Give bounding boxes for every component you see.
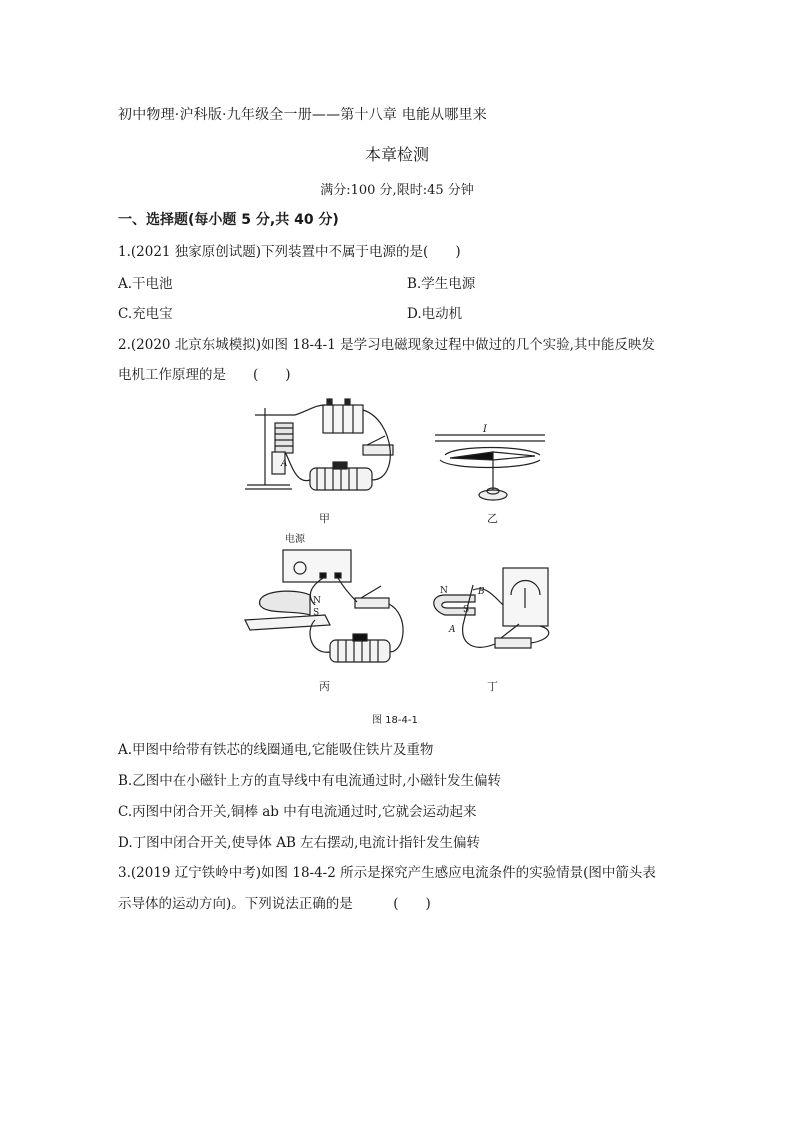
experiment-bing-illustration	[245, 550, 403, 662]
figure-caption: 图 18-4-1	[372, 715, 418, 726]
page-title: 本章检测	[364, 145, 429, 164]
label-s-bing: S	[313, 608, 320, 618]
q2-option-b: B.乙图中在小磁针上方的直导线中有电流通过时,小磁针发生偏转	[118, 773, 502, 789]
experiment-jia-illustration	[245, 399, 393, 490]
label-n-ding: N	[440, 586, 448, 596]
label-b-conductor: B	[478, 587, 485, 597]
label-jia: 甲	[319, 512, 330, 525]
figure-18-4-1	[235, 390, 565, 700]
q1-option-c: C.充电宝	[118, 306, 173, 322]
q1-option-a: A.干电池	[118, 276, 173, 292]
label-s-ding: S	[463, 605, 470, 615]
experiment-yi-illustration	[435, 435, 545, 500]
q2-option-c: C.丙图中闭合开关,铜棒 ab 中有电流通过时,它就会运动起来	[118, 804, 477, 820]
question-3-stem-line2: 示导体的运动方向)。下列说法正确的是 ( )	[118, 896, 431, 912]
question-2-stem-line1: 2.(2020 北京东城模拟)如图 18-4-1 是学习电磁现象过程中做过的几个实验,其中能反映发	[118, 337, 655, 353]
section-heading: 一、选择题(每小题 5 分,共 40 分)	[118, 212, 339, 228]
q1-option-d: D.电动机	[407, 306, 463, 322]
q2-option-d: D.丁图中闭合开关,使导体 AB 左右摆动,电流计指针发生偏转	[118, 835, 480, 851]
label-ding: 丁	[487, 680, 498, 693]
label-n-bing: N	[313, 596, 321, 606]
experiment-ding-illustration	[434, 568, 549, 648]
label-bing: 丙	[319, 680, 330, 693]
question-1-stem: 1.(2021 独家原创试题)下列装置中不属于电源的是( )	[118, 244, 461, 260]
question-3-stem-line1: 3.(2019 辽宁铁岭中考)如图 18-4-2 所示是探究产生感应电流条件的实验情景(图中箭头表	[118, 865, 656, 881]
label-current: I	[483, 424, 487, 435]
score-info: 满分:100 分,限时:45 分钟	[320, 183, 474, 198]
label-yi: 乙	[487, 512, 498, 525]
document-header: 初中物理·沪科版·九年级全一册——第十八章 电能从哪里来	[118, 107, 487, 123]
label-a-block: A	[281, 459, 288, 469]
question-2-stem-line2: 电机工作原理的是 ( )	[118, 367, 291, 383]
q2-option-a: A.甲图中给带有铁芯的线圈通电,它能吸住铁片及重物	[118, 742, 434, 758]
label-a-conductor: A	[449, 625, 456, 635]
q1-option-b: B.学生电源	[407, 276, 476, 292]
label-power: 电源	[285, 534, 305, 545]
